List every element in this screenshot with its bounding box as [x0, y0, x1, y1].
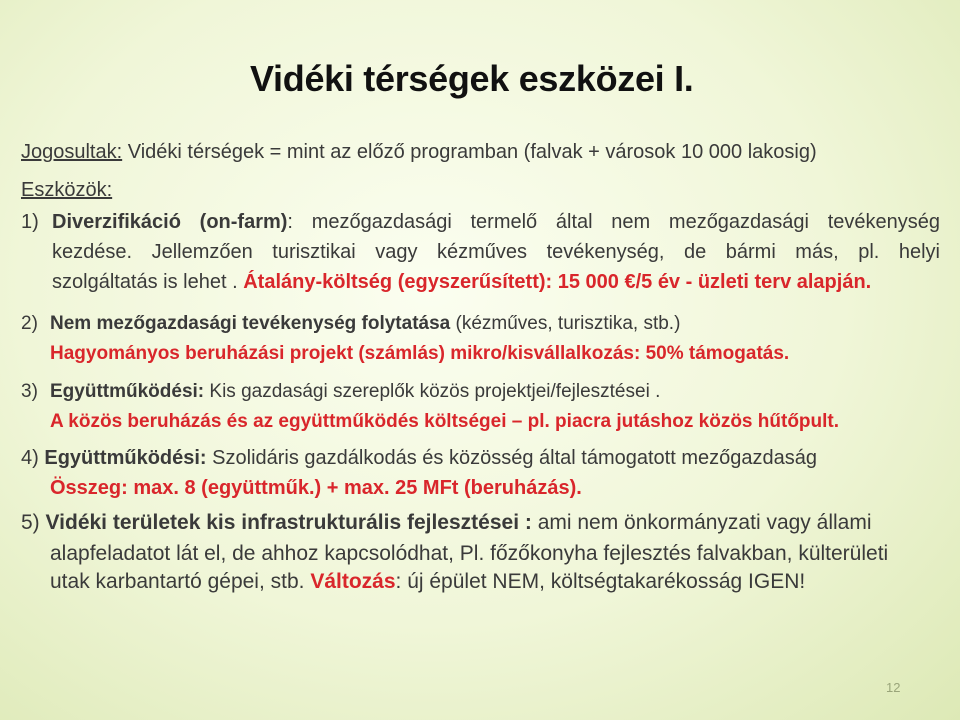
item1-bold: Diverzifikáció (on-farm): [52, 211, 288, 233]
item5-line3: [50, 568, 805, 596]
item1-line2: kezdése. Jellemzően turisztikai vagy kézműves tevékenység, de bármi más, pl. helyi: [52, 241, 940, 263]
page-number: 12: [886, 680, 901, 695]
item1-line3-red: Átalány-költség (egyszerűsített): 15 000 €/5 év - üzleti terv alapján.: [237, 271, 872, 293]
item5-line3-a: utak karbantartó gépei, stb.: [50, 570, 311, 593]
item5-bold: Vidéki területek kis infrastrukturális fejlesztései :: [45, 511, 532, 534]
item3-line1: [50, 378, 660, 406]
item2-number: 2): [21, 313, 38, 334]
item1-line1-rest: : mezőgazdasági termelő által nem mezőgazdasági tevékenység: [287, 211, 940, 233]
jogosultak-text: Vidéki térségek = mint az előző programban (falvak + városok 10 000 lakosig): [122, 141, 817, 163]
eszkozok-label: Eszközök:: [21, 179, 113, 201]
jogosultak-label: Jogosultak:: [21, 141, 123, 163]
item5-line1: [21, 509, 872, 537]
eszkozok-line: [21, 176, 112, 204]
item4-line1: [21, 444, 817, 472]
item5-line3-red: Változás: [310, 570, 396, 593]
item2-line1: [50, 310, 680, 338]
item2-rest: (kézműves, turisztika, stb.): [450, 313, 681, 334]
item4-number: 4): [21, 447, 39, 469]
item1-line3: [52, 268, 871, 296]
item5-line3-b: : új épület NEM, költségtakarékosság IGEN!: [395, 570, 806, 593]
item5-number: 5): [21, 511, 40, 534]
item3-rest: Kis gazdasági szereplők közös projektjei/fejlesztései .: [204, 381, 661, 402]
item4-bold: Együttműködési:: [44, 447, 207, 469]
slide-title: Vidéki térségek eszközei I.: [250, 58, 694, 99]
item1-number: 1): [21, 211, 39, 233]
item3-number: 3): [21, 381, 38, 402]
item3-bold: Együttműködési:: [50, 381, 205, 402]
item1-line3-plain: szolgáltatás is lehet .: [52, 271, 238, 293]
item5-line2: alapfeladatot lát el, de ahhoz kapcsolódhat, Pl. főzőkonyha fejlesztés falvakban, külterületi: [50, 542, 889, 565]
item2-bold: Nem mezőgazdasági tevékenység folytatása: [50, 313, 451, 334]
item4-red: Összeg: max. 8 (együttműk.) + max. 25 MFt (beruházás).: [50, 477, 582, 499]
item5-line1-rest: ami nem önkormányzati vagy állami: [531, 511, 872, 534]
jogosultak-line: [21, 138, 941, 166]
item4-rest: Szolidáris gazdálkodás és közösség által támogatott mezőgazdaság: [206, 447, 817, 469]
item1-line1: [52, 208, 940, 236]
item3-red: A közös beruházás és az együttműködés költségei – pl. piacra jutáshoz közös hűtőpult.: [50, 411, 840, 432]
item2-red: Hagyományos beruházási projekt (számlás) mikro/kisvállalkozás: 50% támogatás.: [50, 343, 790, 364]
